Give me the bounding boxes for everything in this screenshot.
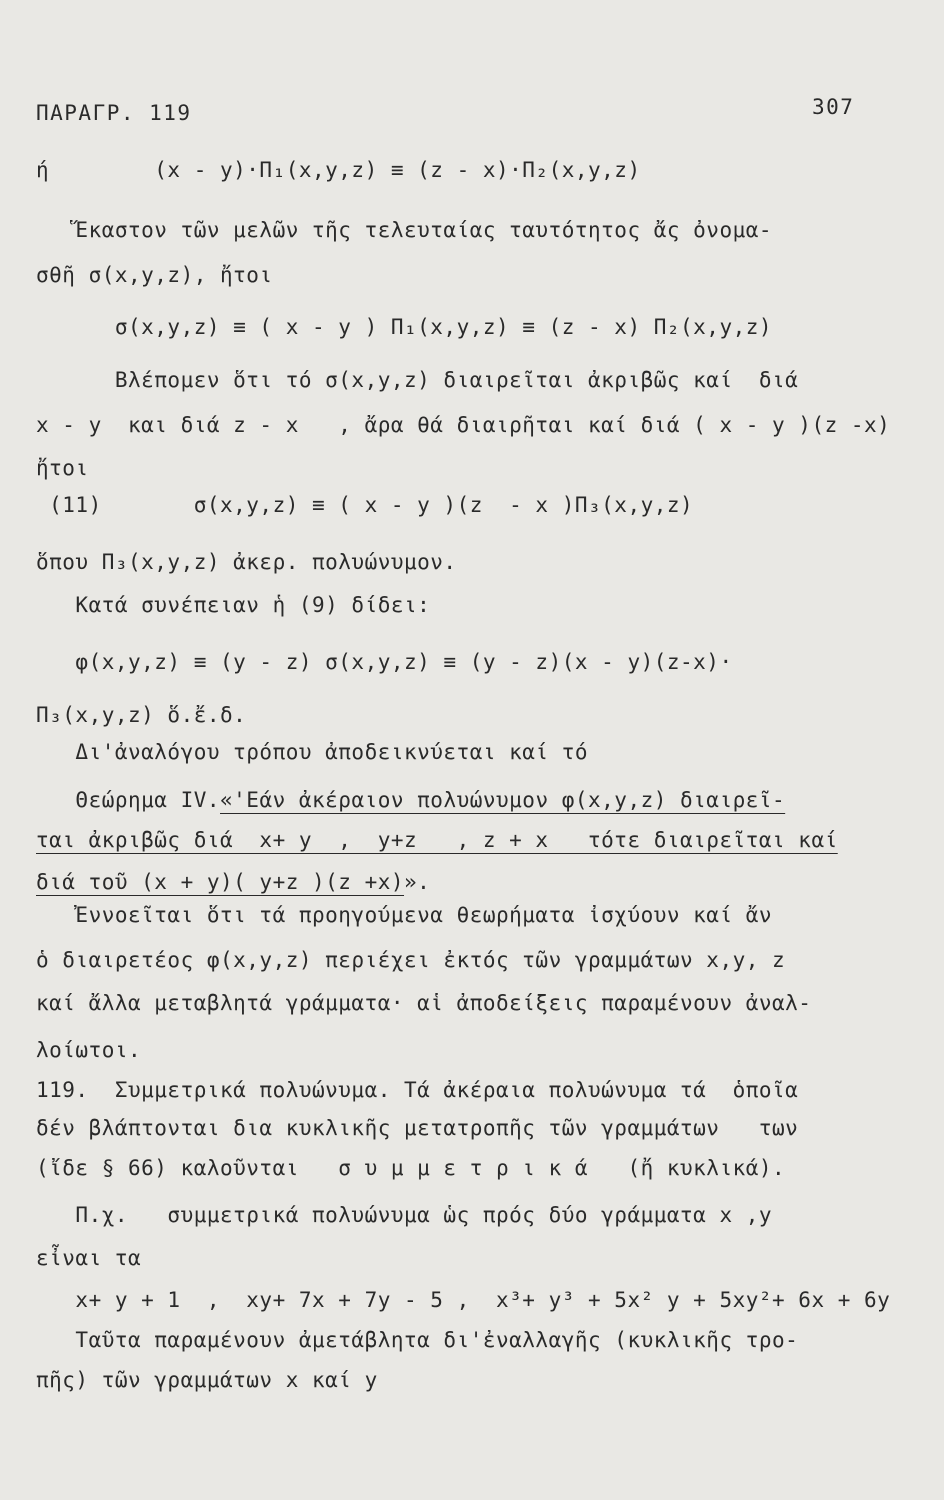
text-line: Π₃(x,y,z) ὅ.ἔ.δ. [36, 703, 247, 727]
text-line: Ἕκαστον τῶν μελῶν τῆς τελευταίας ταυτότητος ἄς ὀνομα- [36, 218, 773, 242]
theorem-lead: «'Εάν ἀκέραιον πολυώνυμον φ(x,y,z) διαιρεῖ- [220, 788, 786, 812]
text-line: Ἐννοεῖται ὅτι τά προηγούμενα θεωρήματα ἰσχύουν καί ἄν [36, 903, 773, 927]
equation-line: (11) σ(x,y,z) ≡ ( x - y )(z - x )Π₃(x,y,z) [36, 493, 694, 517]
text-line: x - y και διά z - x , ἄρα θά διαιρῆται καί διά ( x - y )(z -x) [36, 413, 891, 437]
page-number: 307 [812, 95, 855, 119]
text-line: (ἴδε § 66) καλοῦνται σ υ μ μ ε τ ρ ι κ ά (ἤ κυκλικά). [36, 1156, 786, 1180]
text-line: Δι'ἀναλόγου τρόπου ἀποδεικνύεται καί τό [36, 740, 589, 764]
theorem-line: ται ἀκριβῶς διά x+ y , y+z , z + x τότε διαιρεῖται καί [36, 828, 838, 852]
text-line: ή (x - y)·Π₁(x,y,z) ≡ (z - x)·Π₂(x,y,z) [36, 158, 641, 182]
text-line: ἤτοι [36, 456, 89, 480]
theorem-line [36, 790, 785, 811]
text-line: ὁ διαιρετέος φ(x,y,z) περιέχει ἐκτός τῶν γραμμάτων x,y, z [36, 948, 786, 972]
theorem-close: ». [404, 870, 431, 894]
equation-line: x+ y + 1 , xy+ 7x + 7y - 5 , x³+ y³ + 5x² y + 5xy²+ 6x + 6y [36, 1288, 891, 1312]
text-line: Κατά συνέπειαν ἡ (9) δίδει: [36, 593, 431, 617]
theorem-line [36, 872, 430, 893]
section-header: ΠΑΡΑΓΡ. 119 [36, 101, 192, 125]
equation-line: φ(x,y,z) ≡ (y - z) σ(x,y,z) ≡ (y - z)(x - y)(z-x)· [36, 650, 733, 674]
text-line: Βλέπομεν ὅτι τό σ(x,y,z) διαιρεῖται ἀκριβῶς καί διά [36, 368, 799, 392]
theorem-end: διά τοῦ (x + y)( y+z )(z +x) [36, 870, 405, 894]
text-line: σθῆ σ(x,y,z), ἤτοι [36, 263, 273, 287]
text-line: Ταῦτα παραμένουν ἀμετάβλητα δι'ἐναλλαγῆς (κυκλικῆς τρο- [36, 1328, 799, 1352]
text-line: εἶναι τα [36, 1246, 142, 1270]
theorem-label: Θεώρημα IV. [36, 788, 221, 812]
text-line: λοίωτοι. [36, 1038, 142, 1062]
text-line: Π.χ. συμμετρικά πολυώνυμα ὡς πρός δύο γράμματα x ,y [36, 1203, 773, 1227]
text-line: ὅπου Π₃(x,y,z) ἀκερ. πολυώνυμον. [36, 550, 457, 574]
equation-line: σ(x,y,z) ≡ ( x - y ) Π₁(x,y,z) ≡ (z - x) Π₂(x,y,z) [36, 315, 773, 339]
text-line: πῆς) τῶν γραμμάτων x καί y [36, 1368, 378, 1392]
section-heading-line: 119. Συμμετρικά πολυώνυμα. Τά ἀκέραια πολυώνυμα τά ὁποῖα [36, 1078, 799, 1102]
text-line: καί ἄλλα μεταβλητά γράμματα· αἱ ἀποδείξεις παραμένουν ἀναλ- [36, 991, 812, 1015]
text-line: δέν βλάπτονται δια κυκλικῆς μετατροπῆς τῶν γραμμάτων των [36, 1116, 799, 1140]
